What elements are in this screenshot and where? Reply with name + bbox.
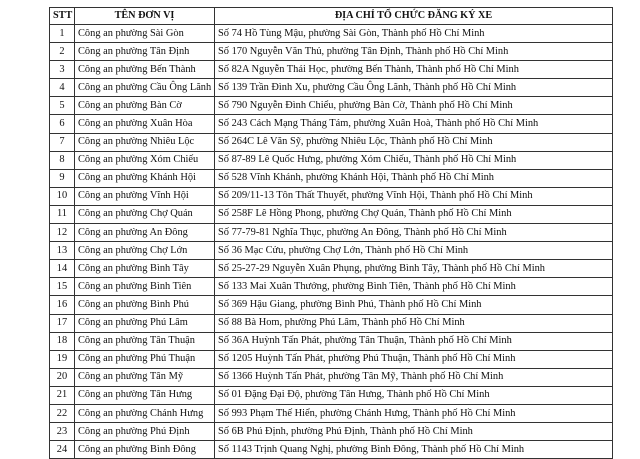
row-stt: 23 bbox=[50, 423, 75, 441]
row-unit-name: Công an phường Bình Tiên bbox=[75, 278, 215, 296]
table-row bbox=[50, 25, 613, 43]
table-row bbox=[50, 115, 613, 133]
row-stt: 12 bbox=[50, 224, 75, 242]
row-address: Số 133 Mai Xuân Thưởng, phường Bình Tiên, Thành phố Hồ Chí Minh bbox=[215, 278, 613, 296]
table-row bbox=[50, 332, 613, 350]
table-row bbox=[50, 368, 613, 386]
row-address: Số 528 Vĩnh Khánh, phường Khánh Hội, Thành phố Hồ Chí Minh bbox=[215, 169, 613, 187]
table-row bbox=[50, 43, 613, 61]
row-unit-name: Công an phường Bàn Cờ bbox=[75, 97, 215, 115]
row-address: Số 258F Lê Hồng Phong, phường Chợ Quán, Thành phố Hồ Chí Minh bbox=[215, 205, 613, 223]
row-unit-name: Công an phường Vĩnh Hội bbox=[75, 187, 215, 205]
row-address: Số 790 Nguyễn Đình Chiểu, phường Bàn Cờ, Thành phố Hồ Chí Minh bbox=[215, 97, 613, 115]
row-address: Số 264C Lê Văn Sỹ, phường Nhiêu Lộc, Thành phố Hồ Chí Minh bbox=[215, 133, 613, 151]
row-stt: 2 bbox=[50, 43, 75, 61]
row-stt: 4 bbox=[50, 79, 75, 97]
row-stt: 1 bbox=[50, 25, 75, 43]
row-unit-name: Công an phường An Đông bbox=[75, 224, 215, 242]
table-row bbox=[50, 296, 613, 314]
row-stt: 19 bbox=[50, 350, 75, 368]
row-address: Số 243 Cách Mạng Tháng Tám, phường Xuân Hoà, Thành phố Hồ Chí Minh bbox=[215, 115, 613, 133]
header-unit-name: TÊN ĐƠN VỊ bbox=[75, 8, 215, 25]
table-row bbox=[50, 224, 613, 242]
row-unit-name: Công an phường Nhiêu Lộc bbox=[75, 133, 215, 151]
row-stt: 15 bbox=[50, 278, 75, 296]
row-unit-name: Công an phường Phú Định bbox=[75, 423, 215, 441]
table-row bbox=[50, 151, 613, 169]
row-unit-name: Công an phường Bình Đông bbox=[75, 441, 215, 459]
row-stt: 14 bbox=[50, 260, 75, 278]
table-row bbox=[50, 79, 613, 97]
row-stt: 16 bbox=[50, 296, 75, 314]
row-stt: 8 bbox=[50, 151, 75, 169]
table-row bbox=[50, 97, 613, 115]
row-unit-name: Công an phường Tân Hưng bbox=[75, 386, 215, 404]
table-row bbox=[50, 242, 613, 260]
table-row bbox=[50, 350, 613, 368]
row-address: Số 170 Nguyễn Văn Thủ, phường Tân Định, Thành phố Hồ Chí Minh bbox=[215, 43, 613, 61]
table-row bbox=[50, 441, 613, 459]
row-unit-name: Công an phường Khánh Hội bbox=[75, 169, 215, 187]
row-unit-name: Công an phường Xóm Chiếu bbox=[75, 151, 215, 169]
row-address: Số 369 Hậu Giang, phường Bình Phú, Thành phố Hồ Chí Minh bbox=[215, 296, 613, 314]
table-row bbox=[50, 133, 613, 151]
row-unit-name: Công an phường Bình Tây bbox=[75, 260, 215, 278]
table-row bbox=[50, 423, 613, 441]
row-unit-name: Công an phường Chánh Hưng bbox=[75, 404, 215, 422]
row-address: Số 82A Nguyễn Thái Học, phường Bến Thành, Thành phố Hồ Chí Minh bbox=[215, 61, 613, 79]
row-address: Số 88 Bà Hom, phường Phú Lâm, Thành phố Hồ Chí Minh bbox=[215, 314, 613, 332]
row-address: Số 36A Huỳnh Tấn Phát, phường Tân Thuận, Thành phố Hồ Chí Minh bbox=[215, 332, 613, 350]
row-address: Số 1143 Trịnh Quang Nghị, phường Bình Đông, Thành phố Hồ Chí Minh bbox=[215, 441, 613, 459]
table-row bbox=[50, 205, 613, 223]
row-address: Số 25-27-29 Nguyễn Xuân Phụng, phường Bình Tây, Thành phố Hồ Chí Minh bbox=[215, 260, 613, 278]
row-unit-name: Công an phường Tân Thuận bbox=[75, 332, 215, 350]
row-stt: 3 bbox=[50, 61, 75, 79]
row-stt: 24 bbox=[50, 441, 75, 459]
row-address: Số 1366 Huỳnh Tấn Phát, phường Tân Mỹ, Thành phố Hồ Chí Minh bbox=[215, 368, 613, 386]
row-address: Số 87-89 Lê Quốc Hưng, phường Xóm Chiếu, Thành phố Hồ Chí Minh bbox=[215, 151, 613, 169]
table-row bbox=[50, 404, 613, 422]
row-stt: 17 bbox=[50, 314, 75, 332]
header-row bbox=[50, 8, 613, 25]
row-stt: 21 bbox=[50, 386, 75, 404]
row-address: Số 1205 Huỳnh Tấn Phát, phường Phú Thuận, Thành phố Hồ Chí Minh bbox=[215, 350, 613, 368]
row-unit-name: Công an phường Cầu Ông Lãnh bbox=[75, 79, 215, 97]
row-address: Số 993 Phạm Thế Hiển, phường Chánh Hưng, Thành phố Hồ Chí Minh bbox=[215, 404, 613, 422]
row-stt: 22 bbox=[50, 404, 75, 422]
row-unit-name: Công an phường Tân Mỹ bbox=[75, 368, 215, 386]
row-unit-name: Công an phường Chợ Quán bbox=[75, 205, 215, 223]
row-stt: 5 bbox=[50, 97, 75, 115]
row-address: Số 74 Hồ Tùng Mậu, phường Sài Gòn, Thành phố Hồ Chí Minh bbox=[215, 25, 613, 43]
row-stt: 7 bbox=[50, 133, 75, 151]
row-address: Số 6B Phú Định, phường Phú Định, Thành phố Hồ Chí Minh bbox=[215, 423, 613, 441]
row-unit-name: Công an phường Tân Định bbox=[75, 43, 215, 61]
row-stt: 10 bbox=[50, 187, 75, 205]
table-body bbox=[50, 25, 613, 459]
table-row bbox=[50, 260, 613, 278]
row-stt: 18 bbox=[50, 332, 75, 350]
table-header bbox=[50, 8, 613, 25]
row-unit-name: Công an phường Sài Gòn bbox=[75, 25, 215, 43]
registration-table bbox=[49, 7, 613, 459]
table-row bbox=[50, 386, 613, 404]
row-stt: 20 bbox=[50, 368, 75, 386]
row-address: Số 36 Mạc Cửu, phường Chợ Lớn, Thành phố Hồ Chí Minh bbox=[215, 242, 613, 260]
row-unit-name: Công an phường Chợ Lớn bbox=[75, 242, 215, 260]
table-row bbox=[50, 187, 613, 205]
row-unit-name: Công an phường Phú Thuận bbox=[75, 350, 215, 368]
row-address: Số 77-79-81 Nghĩa Thục, phường An Đông, Thành phố Hồ Chí Minh bbox=[215, 224, 613, 242]
row-stt: 13 bbox=[50, 242, 75, 260]
row-address: Số 01 Đặng Đại Độ, phường Tân Hưng, Thành phố Hồ Chí Minh bbox=[215, 386, 613, 404]
row-unit-name: Công an phường Bình Phú bbox=[75, 296, 215, 314]
header-address: ĐỊA CHỈ TỔ CHỨC ĐĂNG KÝ XE bbox=[215, 8, 613, 25]
row-unit-name: Công an phường Phú Lâm bbox=[75, 314, 215, 332]
table-row bbox=[50, 169, 613, 187]
row-unit-name: Công an phường Bến Thành bbox=[75, 61, 215, 79]
table-row bbox=[50, 314, 613, 332]
row-stt: 11 bbox=[50, 205, 75, 223]
header-stt: STT bbox=[50, 8, 75, 25]
row-address: Số 139 Trần Đình Xu, phường Cầu Ông Lãnh, Thành phố Hồ Chí Minh bbox=[215, 79, 613, 97]
table-row bbox=[50, 278, 613, 296]
row-stt: 6 bbox=[50, 115, 75, 133]
row-address: Số 209/11-13 Tôn Thất Thuyết, phường Vĩnh Hội, Thành phố Hồ Chí Minh bbox=[215, 187, 613, 205]
table-row bbox=[50, 61, 613, 79]
row-unit-name: Công an phường Xuân Hòa bbox=[75, 115, 215, 133]
row-stt: 9 bbox=[50, 169, 75, 187]
